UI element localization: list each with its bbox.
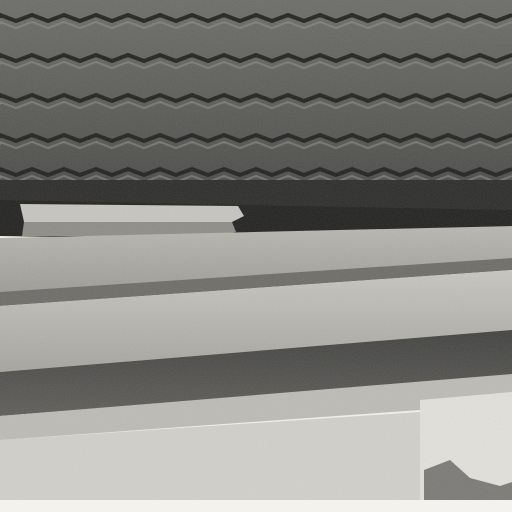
photo-border [0,500,512,512]
